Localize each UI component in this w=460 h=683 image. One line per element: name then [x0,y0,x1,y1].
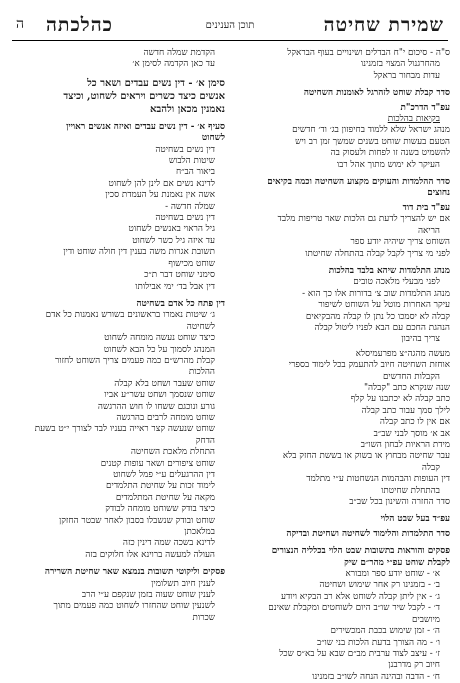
toc-entry: סדר החזרה והשינון בכל שב״ב [349,497,450,508]
toc-entry: לענין שוחט שעוה בזמן שנקפם ע״י הרב [81,590,215,601]
toc-entry: כיצד שוחט נעשה מומחה לשחוט [104,333,215,344]
toc-entry: שוחט שעבר ושחט בלא קבלה [114,378,215,389]
toc-entry: קבלה לא יסמכו כל נתן לו קבלה מהבקיאים [305,311,450,322]
toc-entry: א׳ - שוחט יודע ספר ומבורא [345,569,440,580]
toc-entry: סדר התלמדות והלימוד לשחיטה ושחיטת ובדיקה [286,528,450,539]
toc-entry: אנשים כיצד כשרים ויראים לשחוט, וכיצד [63,90,225,102]
toc-entry: שוחט שנעשה קצר ראייה בעניו לבד לצורך י״ט בשעת [34,424,215,435]
toc-entry: לפני מי צריך לקבל קבלה בהתחלה שחיטתו [305,248,450,259]
toc-entry: הקדמת שמלה חדשה [143,48,215,58]
toc-entry: כיצד בודק ששוחט מומחה לבודק [105,504,215,515]
toc-entry: ד׳ - לקבל שיר שו״ב היום לשוחטים ומקבלת שאינם [268,603,440,614]
toc-entry: שוחט מומחה לרבים בהרגשה [116,412,215,423]
toc-entry: אב א׳ מוסך לבני שב״ב [373,428,450,439]
toc-entry: דין פתח כל אדם בשחיטה [136,298,225,309]
toc-entry: עפ"ד הדרכ"ת [400,102,450,113]
toc-entry: קבלת מהרש״ם כמה פעמים צריך השוחט לחזור [55,355,215,366]
toc-entry: פסקים וליקוטי תשובות בנמצא שאר שחיטת השרירה [44,567,225,578]
toc-entry: עדות מבחור בראקל [373,70,440,81]
toc-entry: בקיאות בהלכות [387,114,440,125]
toc-entry: מיושבים [411,614,440,625]
toc-entry: מנהג התלמדות שוב צ׳ בדורות אלו כך הוא - [302,288,450,299]
toc-entry: לשחוט [201,133,225,144]
book-title: שמירת שחיטה [323,14,444,36]
toc-entry: דין נשים בשחיטה [155,213,215,224]
toc-entry: לענין חיוב תשלומין [151,578,215,589]
toc-entry: ביאור הב״ח [175,167,215,178]
toc-entry: שוחט ובודק שנשבלו בסבון לאחר שבטר החזקן [58,515,215,526]
toc-entry: כתב קבלה לא יכתבנו על קלף [350,394,450,405]
toc-entry: לדינא בשכה שמה דינין כזה [122,538,215,549]
toc-entry: לילך סמך עבור כתב קבלה [361,405,450,416]
toc-entry: עפ"ד בית דוד [402,202,450,213]
toc-entry: מנהג ישראל שלא ללמוד בחיפזון בג׳ וד׳ חדשים [292,125,450,136]
toc-entry: הטעם בעשות שוחט בשנים שמשך זמן רב ויש [295,136,450,147]
toc-entry: מעשה מהגה״צ מפרעמיסלא [355,348,450,359]
toc-entry: להשמיט בשנה זו לפחות ולעסוק בה [330,148,450,159]
toc-entry: שיטות הלבוש [168,156,215,167]
toc-entry: הקבלות החדשים [382,371,440,382]
toc-entry: המנהג לסמוך על כל הבא לשחוט [103,344,215,355]
toc-entry: לימוד זכות על שחיטת התלמדים [106,481,215,492]
toc-entry: הריאה [417,225,440,236]
toc-entry: העולה למעשה ברוינא אלו חלוקים בזה [85,549,215,560]
toc-entry: הנהגת החכם עם הבא לפניו ליטול קבלה [314,322,450,333]
toc-entry: סדר ההלמדות והעוקים מקצוע השחיטה וכמה בקיאים [267,177,450,188]
toc-entry: נחוצים [427,188,450,199]
toc-entry: דין נשים בשחיטה [155,144,215,155]
toc-entry: ג׳ שיטות נאמרו בראשונים בשורש נאמנות כל אדם [45,310,215,321]
toc-entry: מידת הראיות לבחון השו״ב [360,440,450,450]
topic-title: כהלכתה [46,14,113,36]
toc-entry: גורע ונוכגם ששחו לו חוש ההרגשה [97,401,215,412]
toc-entry: ח׳ - הדבה ובהינה הנחה לשו״ב בזמנינו [312,671,440,682]
toc-column-right [235,48,450,682]
toc-entry: סדר קבלת שוחט לזהרגל לאומנות השחיטה [303,88,450,99]
toc-entry: מהחרגנול המצוי בזמנינו [360,59,440,70]
toc-entry: גיל הראוי באנשים לשחוט [128,224,215,235]
toc-column-left [10,48,225,652]
toc-entry: לפני מבעלי מלאכה טובים [353,277,440,288]
toc-entry: חיוב רק מדרבנן [388,660,440,671]
toc-entry: מנהג התלמדות שיהא בלבד בהלכות [328,265,450,276]
toc-entry: סימן א׳ - דין נשים עבדים ושאר כל [87,77,225,89]
toc-entry: עד כאן הקדמה לסימן א׳ [132,59,215,70]
toc-entry: ההלכות [188,367,215,378]
toc-entry: לדינא נשים אם לינן להן לשחוט [108,178,215,189]
toc-entry: אשה אין נאמנת על העמדת סכין [105,190,215,201]
toc-entry: שנה שנקרא כתב "קבלה" [363,382,450,393]
page-number: ה [16,16,25,32]
toc-entry: ה׳ - זמן שימוש בכבת המכשירים [330,626,440,637]
toc-entry: אוחזת השחיטה חיוב להתעמק בכל לימוד בספרי [288,360,450,371]
toc-entry: דין אבל בד׳ ימי אבילותו [135,281,215,292]
page-header [12,12,448,41]
toc-entry: במלאכתן [184,527,215,538]
toc-entry: לקבלת שוחט עפ״י מהר״ם שיק [344,557,450,568]
toc-entry: סעיף א׳ - דין נשים עבדים ואיזה אנשים ראויין [66,121,225,132]
toc-entry: נאמנין מכאן ולהבא [150,103,225,115]
toc-entry: העיקר לא ימוש מתוך אהל רבו [336,159,440,170]
toc-entry: אם אין לו כתב קבלה [379,417,450,428]
toc-entry: ג׳ - אין ליתן קבלה לשוחט אלא רב הבקיא ויודע [280,591,440,602]
toc-entry: התחלת מלאכת השחיטה [130,447,215,458]
toc-entry: תשובת אגרות משה בענין דין חולה שוחט ודין [63,247,215,258]
toc-entry: לשחיטה [186,321,215,332]
toc-entry: דין העופות והבהמות הנשחטות ע״י מתלמד [306,474,450,485]
toc-entry: לשנעין שוחט שהחזרו לשחוט כמה פעמים מתוך [53,601,215,612]
toc-entry: קבלה [421,462,440,473]
toc-entry: צריך בהיבון [401,334,440,345]
toc-entry: פסקים והוראות בתשובות שבט הלוי בכלליה הנצורים [271,546,450,557]
toc-entry: ב׳ - בזמנינו רק אחר שימוש ושחיטה [319,580,440,591]
toc-entry: השוחט צריך שיהיה יודע ספר [350,237,450,248]
toc-entry: שכרות [192,612,215,623]
section-title: תוכן הענינים [205,20,255,31]
toc-entry: סימני שוחט דבר ת״כ [144,270,215,281]
toc-entry: אם יש להצריך לדעת גם הלכות שאר טריפות מלבד [277,214,450,225]
toc-entry: שוחט מכישוף [168,258,215,269]
toc-entry: הדחק [195,435,215,446]
toc-entry: ז׳ - עיצב לצוד ערבית מב״ם שבא על בא״ס שכל [279,648,440,659]
toc-entry: עפ״ד בעל שבט הלוי [380,514,450,525]
toc-entry: שמלה חדשה - [165,201,215,212]
toc-entry: שוחט שנסמך ושחט עשר״ע אביו [104,390,215,401]
toc-entry: שוחט ציפורים ושאר עופות קטנים [100,458,215,469]
toc-entry: ו׳ - מה הצורך בדעת הלכות בני שו״ב [316,637,440,648]
toc-entry: עד איזה גיל כשר לשחוט [132,235,215,246]
toc-entry: מקאה על שחיטת המתלמדים [115,492,215,503]
toc-entry: בהתחלת שחיטתו [381,485,440,496]
toc-entry: עיקר האחרות מוטל על השוחט לשיפור [318,300,450,311]
toc-entry: עבר שחיטה מבחוץ או בשוק או בששת החזק בלא [282,451,450,462]
toc-entry: ס"ה - סיכום י"ח הבדלים ושינויים בעוף הבראקל [287,48,450,58]
toc-entry: דין ההרגעלים ע״י פמל לשחוט [113,470,215,480]
